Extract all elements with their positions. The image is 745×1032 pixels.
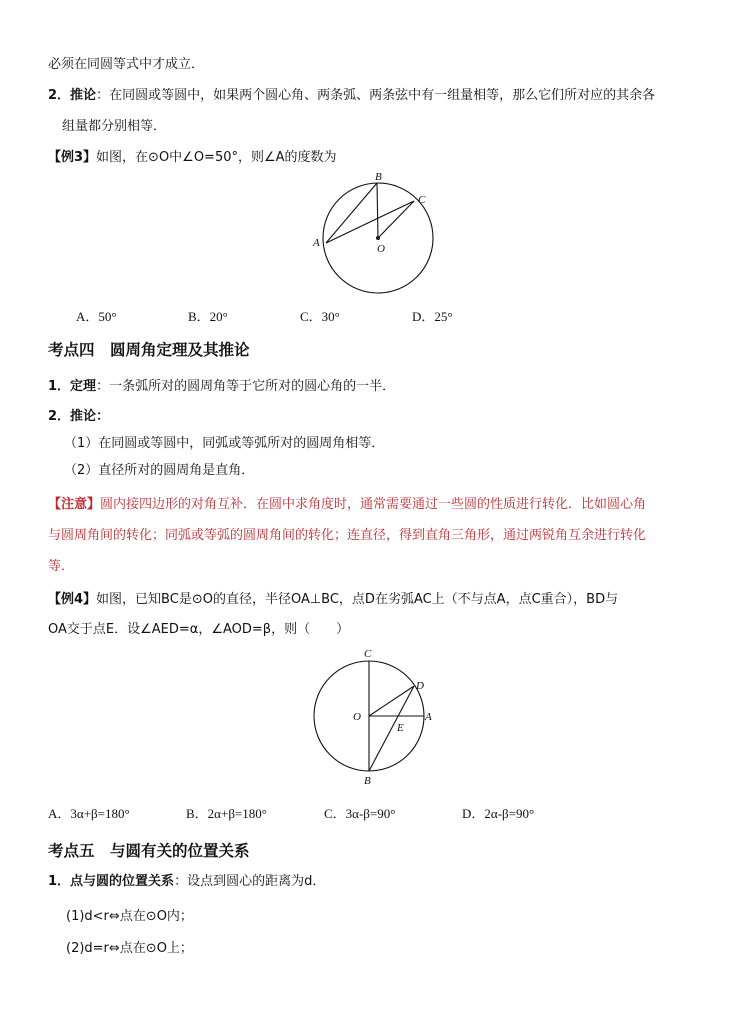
corollary-number: 2． — [48, 88, 71, 103]
example3-option-b[interactable]: B．20° — [188, 309, 228, 324]
position-relation-label: 点与圆的位置关系 — [70, 874, 175, 889]
corollary-item-1: （1）在同圆或等圆中，同弧或等弧所对的圆周角相等． — [64, 436, 385, 451]
example3-question — [48, 149, 337, 167]
label-C: C — [418, 194, 426, 206]
example3-figure — [305, 166, 445, 302]
example4-label: 【例4】 — [48, 592, 97, 607]
section4-corollary-colon: ： — [96, 409, 110, 424]
label-A: A — [313, 237, 320, 249]
radius-OC — [378, 201, 414, 238]
label-O: O — [377, 243, 385, 255]
example4-question-text-1: 如图，已知BC是⊙O的直径，半径OA⊥BC，点D在劣弧AC上（不与点A，点C重合），BD与 — [96, 592, 619, 607]
label-C: C — [364, 648, 372, 660]
radius-OD — [369, 686, 414, 716]
theorem-number: 1． — [48, 379, 71, 394]
label-E: E — [397, 722, 404, 734]
label-O: O — [353, 711, 361, 723]
note-text-1: 圆内接四边形的对角互补．在圆中求角度时，通常需要通过一些圆的性质进行转化．比如圆心角 — [100, 497, 647, 512]
note-text-2: 与圆周角间的转化；同弧或等弧的圆周角间的转化；连直径，得到直角三角形，通过两锐角互余进行转化 — [48, 528, 647, 543]
example3-label: 【例3】 — [48, 150, 97, 165]
example3-option-d[interactable]: D．25° — [412, 309, 453, 324]
corollary-line-1 — [48, 87, 655, 105]
example4-option-d[interactable]: D．2α-β=90° — [462, 806, 535, 821]
theorem-text: ：一条弧所对的圆周角等于它所对的圆心角的一半． — [96, 379, 396, 394]
note-line-1 — [48, 496, 646, 514]
center-point-O — [376, 236, 380, 240]
example4-question-line-1 — [48, 591, 618, 609]
theorem-line — [48, 378, 395, 396]
label-B: B — [375, 171, 382, 183]
intro-tail-text: 必须在同圆等式中才成立． — [48, 57, 205, 72]
example4-option-b[interactable]: B．2α+β=180° — [186, 806, 267, 821]
section4-corollary-number: 2． — [48, 409, 71, 424]
position-case-1: (1)d<r⇔点在⊙O内； — [66, 909, 193, 924]
corollary-text-2: 组量都分别相等． — [62, 119, 167, 134]
example4-option-a[interactable]: A．3α+β=180° — [48, 806, 130, 821]
example3-option-c[interactable]: C．30° — [300, 309, 340, 324]
position-relation-text: ：设点到圆心的距离为d． — [174, 874, 326, 889]
corollary-label: 推论 — [70, 88, 97, 103]
section4-corollary-line — [48, 408, 109, 426]
chord-AB — [326, 183, 377, 243]
example4-figure — [298, 644, 448, 790]
note-text-3: 等． — [48, 559, 75, 574]
section4-heading: 考点四 圆周角定理及其推论 — [48, 340, 250, 359]
radius-OB — [377, 183, 378, 238]
chord-AC — [326, 201, 414, 243]
section4-corollary-label: 推论 — [70, 409, 97, 424]
example3-question-text: 如图，在⊙O中∠O=50°，则∠A的度数为 — [96, 150, 337, 165]
position-case-2: (2)d=r⇔点在⊙O上； — [66, 941, 193, 956]
example4-question-text-2: OA交于点E．设∠AED=α，∠AOD=β，则（ ） — [48, 622, 350, 637]
chord-BD — [369, 686, 414, 771]
section5-heading: 考点五 与圆有关的位置关系 — [48, 841, 250, 860]
example4-option-c[interactable]: C．3α-β=90° — [324, 806, 396, 821]
position-relation-line — [48, 873, 325, 891]
corollary-text-1: ：在同圆或等圆中，如果两个圆心角、两条弧、两条弦中有一组量相等，那么它们所对应的其余各 — [96, 88, 656, 103]
label-A: A — [425, 711, 432, 723]
position-relation-number: 1． — [48, 874, 71, 889]
label-D: D — [416, 680, 424, 692]
example3-option-a[interactable]: A．50° — [76, 309, 117, 324]
label-B: B — [364, 775, 371, 787]
note-label: 【注意】 — [48, 497, 101, 512]
theorem-label: 定理 — [70, 379, 97, 394]
corollary-item-2: （2）直径所对的圆周角是直角． — [64, 463, 255, 478]
